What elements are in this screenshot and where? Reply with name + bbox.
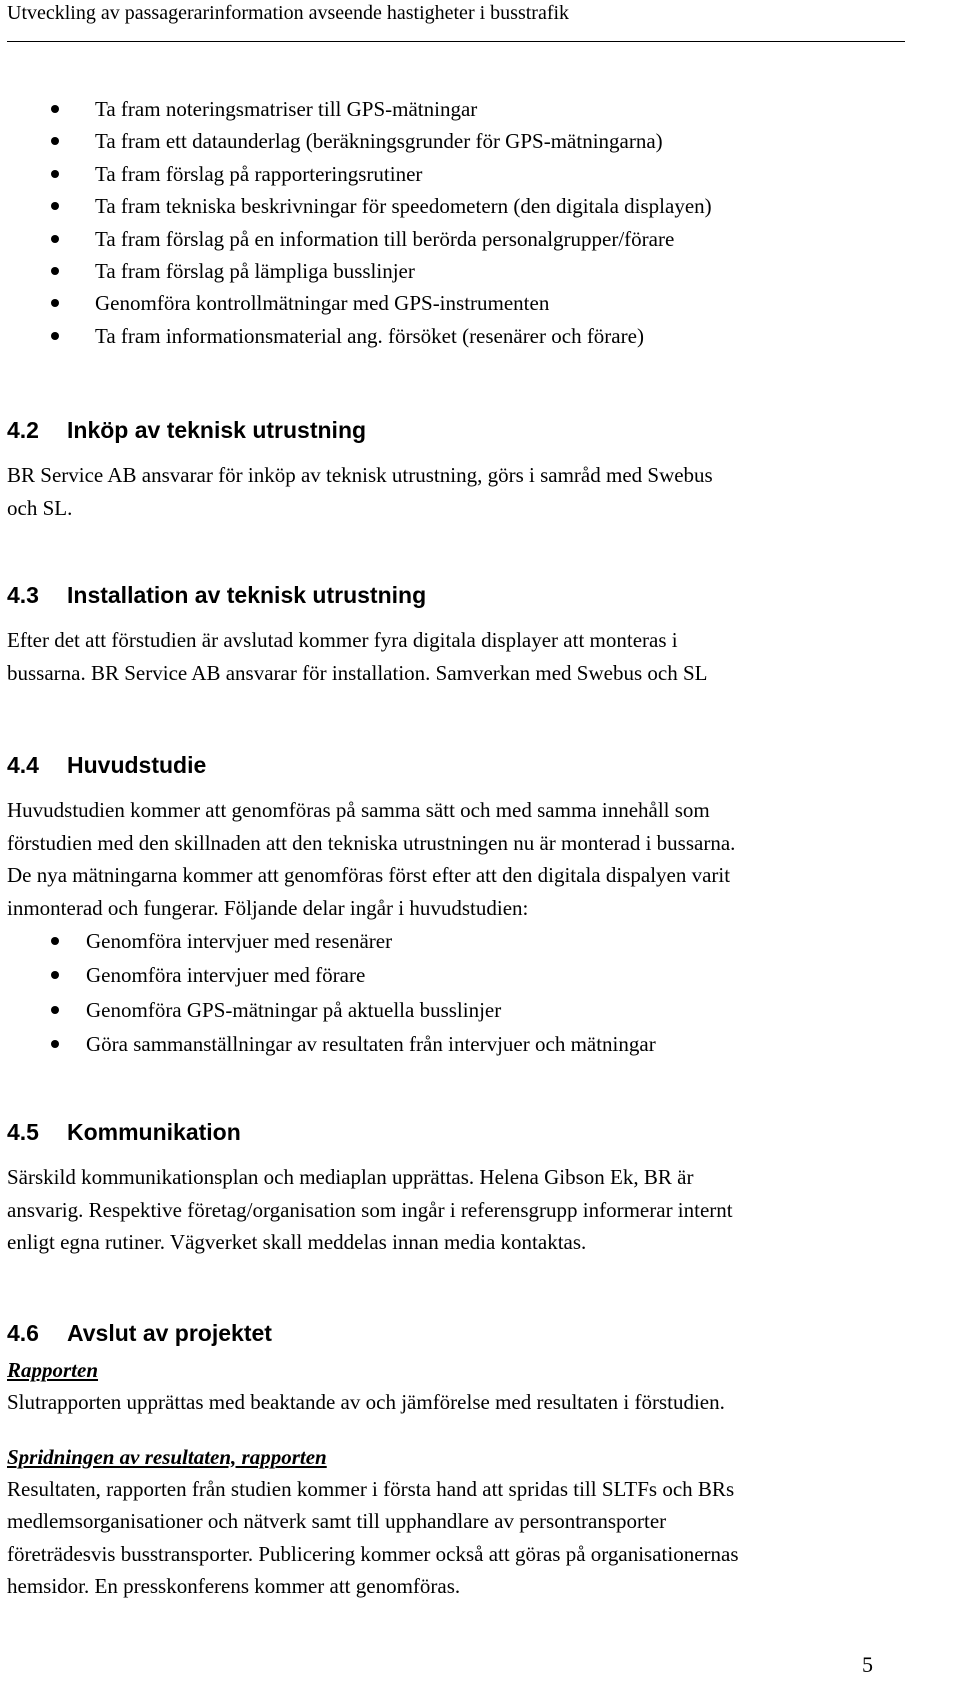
paragraph-line: hemsidor. En presskonferens kommer att genomföras. [7, 1574, 461, 1598]
section-4-5 [7, 1117, 927, 1259]
study-task-list [7, 924, 927, 1062]
paragraph-line: och SL. [7, 495, 73, 520]
list-item: Ta fram förslag på lämpliga busslinjer [0, 255, 712, 287]
section-4-6 [7, 1318, 927, 1603]
paragraph-line: medlemsorganisationer och nätverk samt till upphandlare av persontransporter [7, 1509, 667, 1533]
list-item: Ta fram tekniska beskrivningar för speedometern (den digitala displayen) [0, 190, 712, 222]
list-item: Ta fram ett dataunderlag (beräkningsgrunder för GPS-mätningarna) [0, 125, 712, 157]
bullet-icon [51, 1006, 59, 1014]
list-item: Genomföra intervjuer med resenärer [7, 924, 927, 958]
section-heading: 4.6 Avslut av projektet [7, 1320, 272, 1346]
header-rule [7, 41, 905, 42]
list-item: Ta fram förslag på rapporteringsrutiner [0, 158, 712, 190]
list-item: Göra sammanställningar av resultaten från intervjuer och mätningar [7, 1027, 927, 1061]
section-4-3 [7, 580, 927, 689]
list-item: Ta fram noteringsmatriser till GPS-mätningar [0, 93, 712, 125]
list-item: Genomföra kontrollmätningar med GPS-instrumenten [0, 287, 712, 319]
bullet-icon [51, 937, 59, 945]
paragraph-line: De nya mätningarna kommer att genomföras först efter att den digitala dispalyen varit [7, 863, 731, 887]
section-4-4 [7, 750, 927, 1062]
bullet-icon [51, 235, 59, 243]
list-item: Genomföra intervjuer med förare [7, 958, 927, 992]
paragraph-line: Slutrapporten upprättas med beaktande av och jämförelse med resultaten i förstudien. [7, 1390, 725, 1414]
list-item: Genomföra GPS-mätningar på aktuella busslinjer [7, 993, 927, 1027]
paragraph-line: Efter det att förstudien är avslutad kommer fyra digitala displayer att monteras i [7, 628, 678, 652]
paragraph-line: ansvarig. Respektive företag/organisation som ingår i referensgrupp informerar internt [7, 1197, 733, 1222]
bullet-icon [51, 1040, 59, 1048]
paragraph-line: Resultaten, rapporten från studien kommer i första hand att spridas till SLTFs och BRs [7, 1476, 735, 1501]
section-heading: 4.3 Installation av teknisk utrustning [7, 582, 427, 608]
bullet-icon [51, 105, 59, 113]
list-item: Ta fram informationsmaterial ang. försöket (resenärer och förare) [0, 320, 712, 352]
bullet-icon [51, 299, 59, 307]
paragraph-line: Särskild kommunikationsplan och mediaplan upprättas. Helena Gibson Ek, BR är [7, 1165, 694, 1189]
section-4-2 [7, 415, 927, 524]
bullet-icon [51, 202, 59, 210]
bullet-icon [51, 137, 59, 145]
paragraph-line: förstudien med den skillnaden att den tekniska utrustningen nu är monterad i bussarna. [7, 830, 736, 855]
paragraph-line: inmonterad och fungerar. Följande delar ingår i huvudstudien: [7, 895, 529, 920]
paragraph-line: bussarna. BR Service AB ansvarar för installation. Samverkan med Swebus och SL [7, 660, 708, 685]
bullet-icon [51, 332, 59, 340]
subheading-rapporten: Rapporten [7, 1358, 99, 1382]
paragraph-line: Huvudstudien kommer att genomföras på samma sätt och med samma innehåll som [7, 798, 710, 822]
bullet-icon [51, 267, 59, 275]
section-heading: 4.4 Huvudstudie [7, 752, 207, 778]
page-number: 5 [862, 1652, 873, 1677]
paragraph-line: BR Service AB ansvarar för inköp av teknisk utrustning, görs i samråd med Swebus [7, 463, 713, 487]
bullet-icon [51, 170, 59, 178]
task-list [0, 93, 712, 352]
section-heading: 4.5 Kommunikation [7, 1119, 241, 1145]
section-heading: 4.2 Inköp av teknisk utrustning [7, 417, 367, 443]
subheading-spridningen: Spridningen av resultaten, rapporten [7, 1444, 327, 1469]
paragraph-line: enligt egna rutiner. Vägverket skall meddelas innan media kontaktas. [7, 1230, 587, 1254]
list-item: Ta fram förslag på en information till berörda personalgrupper/förare [0, 223, 712, 255]
running-header: Utveckling av passagerarinformation avseende hastigheter i busstrafik [7, 2, 570, 24]
bullet-icon [51, 971, 59, 979]
paragraph-line: företrädesvis busstransporter. Publicering kommer också att göras på organisationernas [7, 1541, 739, 1566]
